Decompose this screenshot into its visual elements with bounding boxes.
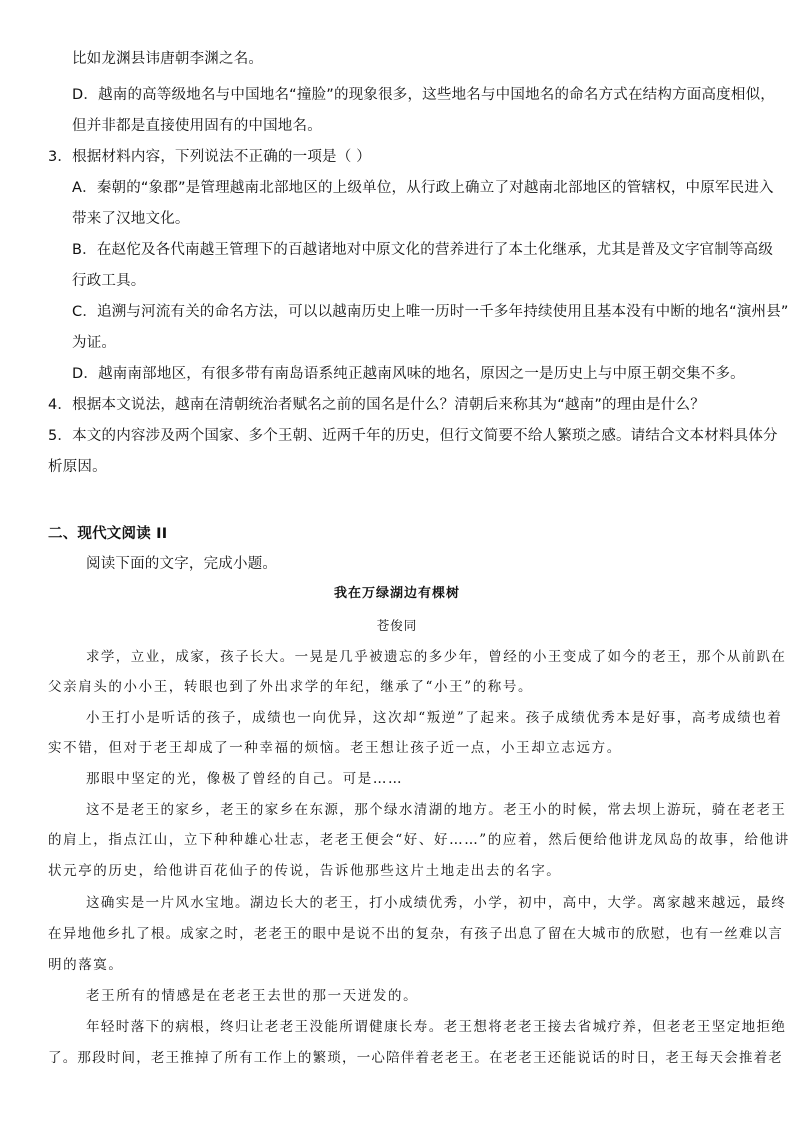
paragraph-line: 了。那段时间，老王推掉了所有工作上的繁琐，一心陪伴着老老王。在老老王还能说话的时日，老王每天会推着老 [48,1050,783,1066]
option-d-line: D．越南南部地区，有很多带有南岛语系纯正越南风味的地名，原因之一是历史上与中原王朝交集不多。 [72,366,745,382]
section-heading: 二、现代文阅读 II [48,526,168,542]
paragraph-line: 那眼中坚定的光，像极了曾经的自己。可是…… [86,771,404,787]
option-d-line: D．越南的高等级地名与中国地名“撞脸”的现象很多，这些地名与中国地名的命名方式在结构方面高度相似， [72,87,775,103]
text-line: 析原因。 [48,459,107,475]
paragraph-line: 求学，立业，成家，孩子长大。一晃是几乎被遗忘的多少年，曾经的小王变成了如今的老王，那个从前趴在 [86,649,787,665]
question-3: 3．根据材料内容，下列说法不正确的一项是（ ） [48,149,371,165]
paragraph-line: 小王打小是听话的孩子，成绩也一向优异，这次却“叛逆”了起来。孩子成绩优秀本是好事，高考成绩也着 [86,710,783,726]
paragraph-line: 实不错，但对于老王却成了一种幸福的烦恼。老王想让孩子近一点，小王却立志远方。 [48,740,622,756]
option-b-line: B．在赵佗及各代南越王管理下的百越诸地对中原文化的营养进行了本土化继承，尤其是普及文字官制等高级 [72,242,774,258]
paragraph-line: 的肩上，指点江山，立下种种雄心壮志，老老王便会“好、好……”的应着，然后便给他讲龙凤岛的故事，给他讲 [48,832,790,848]
option-c-line: C．追溯与河流有关的命名方法，可以以越南历史上唯一历时一千多年持续使用且基本没有中断的地名“演州县” [72,304,789,320]
paragraph-line: 老王所有的情感是在老老王去世的那一天迸发的。 [86,988,419,1004]
passage-author: 苍俊同 [376,618,418,633]
paragraph-line: 这不是老王的家乡，老王的家乡在东源，那个绿水清湖的地方。老王小的时候，常去坝上游玩，骑在老老王 [86,802,787,818]
paragraph-line: 明的落寞。 [48,957,124,973]
option-a-line: A．秦朝的“象郡”是管理越南北部地区的上级单位，从行政上确立了对越南北部地区的管辖权，中原军民进入 [72,180,774,196]
text-line: 但并非都是直接使用固有的中国地名。 [72,118,322,134]
instruction: 阅读下面的文字，完成小题。 [86,556,278,572]
passage-title: 我在万绿湖边有棵树 [333,586,460,601]
text-line: 比如龙渊县讳唐朝李渊之名。 [72,51,264,67]
text-line: 带来了汉地文化。 [72,211,190,227]
paragraph-line: 父亲肩头的小小王，转眼也到了外出求学的年纪，继承了“小王”的称号。 [48,679,534,695]
text-line: 行政工具。 [72,273,146,289]
paragraph-line: 年轻时落下的病根，终归让老老王没能所谓健康长寿。老王想将老老王接去省城疗养，但老老王坚定地拒绝 [86,1019,787,1035]
question-5: 5．本文的内容涉及两个国家、多个王朝、近两千年的历史，但行文简要不给人繁琐之感。请结合文本材料具体分 [48,428,778,444]
text-line: 为证。 [72,335,117,351]
paragraph-line: 这确实是一片风水宝地。湖边长大的老王，打小成绩优秀，小学，初中，高中，大学。离家越来越远，最终 [86,895,787,911]
paragraph-line: 状元亭的历史，给他讲百花仙子的传说，告诉他那些这片土地走出去的名字。 [48,863,562,879]
question-4: 4．根据本文说法，越南在清朝统治者赋名之前的国名是什么？清朝后来称其为“越南”的理由是什么？ [48,397,705,413]
paragraph-line: 在异地他乡扎了根。成家之时，老老王的眼中是说不出的复杂，有孩子出息了留在大城市的欣慰，也有一丝难以言 [48,926,783,942]
